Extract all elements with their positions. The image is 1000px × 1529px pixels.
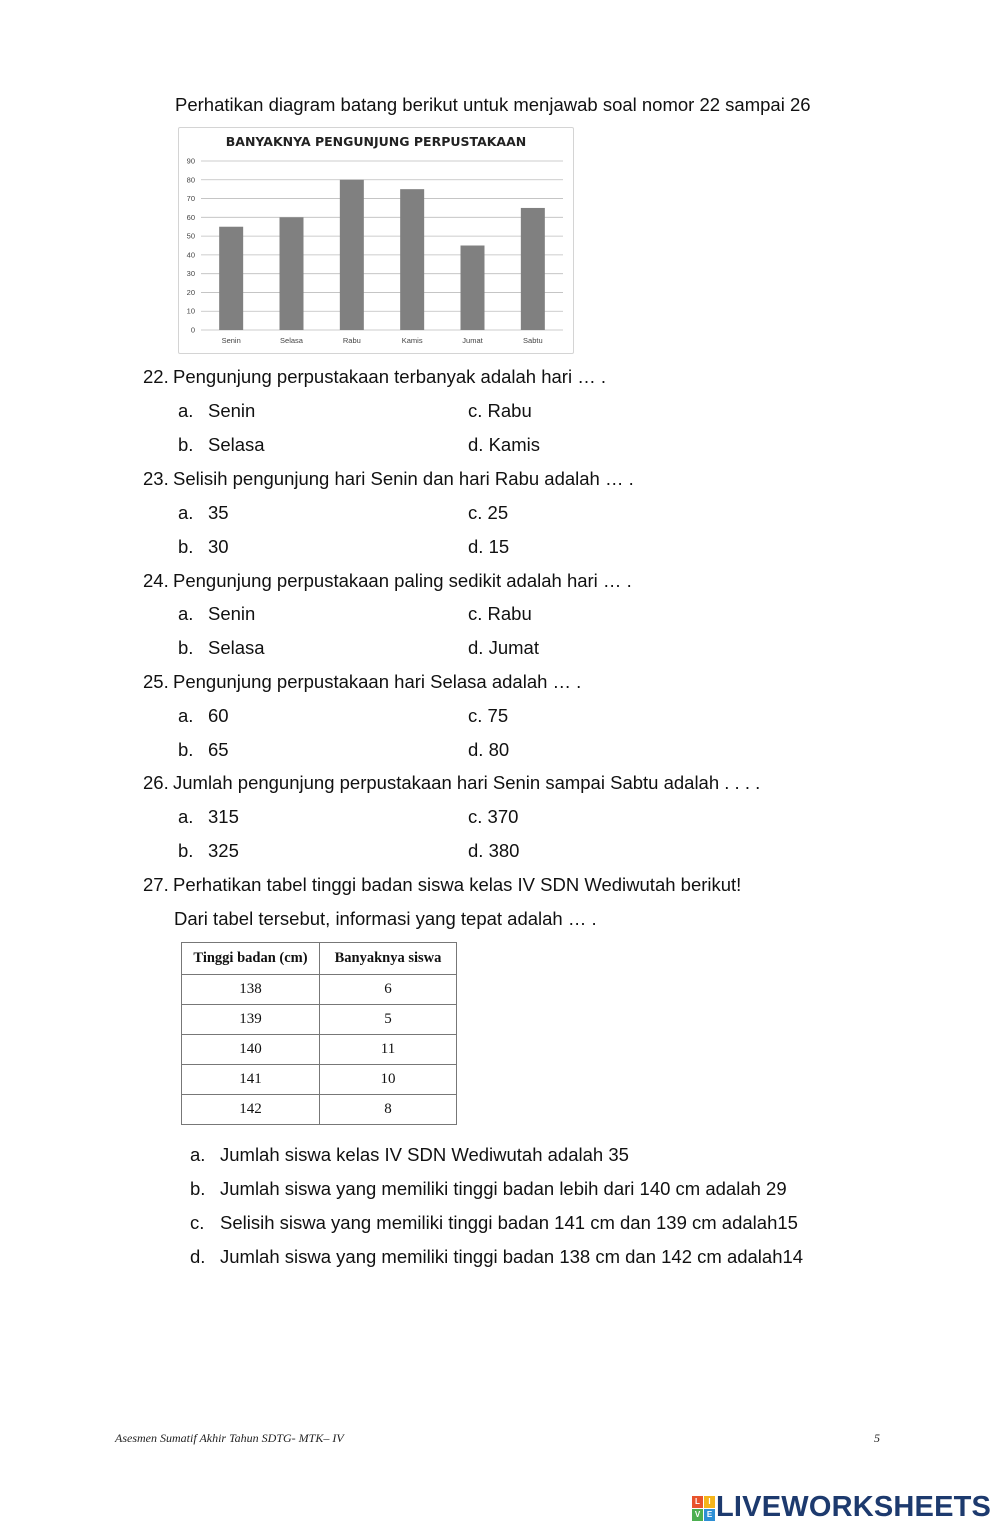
table-row	[182, 1005, 457, 1035]
option-text: 370	[487, 806, 519, 827]
option-26-d[interactable]	[468, 840, 519, 862]
table-row	[182, 1095, 457, 1125]
option-text: Jumlah siswa yang memiliki tinggi badan lebih dari 140 cm adalah 29	[220, 1178, 787, 1199]
option-letter: a.	[178, 502, 194, 523]
bar-kamis	[400, 189, 424, 330]
question-27-subtext: Dari tabel tersebut, informasi yang tepat adalah … .	[174, 908, 597, 929]
y-tick-label: 20	[186, 287, 195, 297]
liveworksheets-icon	[692, 1496, 714, 1520]
question-25	[143, 671, 581, 693]
x-tick-label: Kamis	[401, 336, 423, 345]
bar-chart-svg	[179, 128, 573, 353]
option-text: Selasa	[208, 434, 265, 455]
x-tick-label: Sabtu	[523, 336, 543, 345]
table-cell: 138	[182, 975, 320, 1005]
option-text: 65	[208, 739, 229, 760]
x-tick-label: Rabu	[342, 336, 361, 345]
option-text: Rabu	[487, 603, 532, 624]
option-letter: a.	[178, 603, 194, 624]
option-22-c[interactable]	[468, 400, 532, 422]
option-letter: d.	[468, 739, 484, 760]
y-tick-label: 30	[186, 269, 195, 279]
option-23-a[interactable]	[178, 502, 229, 524]
footer-text: Asesmen Sumatif Akhir Tahun SDTG- MTK– IV	[115, 1431, 344, 1445]
option-text: Jumlah siswa kelas IV SDN Wediwutah adalah 35	[220, 1144, 629, 1165]
question-number: 22.	[143, 366, 169, 387]
option-text: Kamis	[488, 434, 540, 455]
option-text: Jumat	[488, 637, 539, 658]
question-number: 23.	[143, 468, 169, 489]
option-letter: a.	[178, 400, 194, 421]
option-text: 325	[208, 840, 239, 861]
option-text: 30	[208, 536, 229, 557]
bar-chart	[178, 127, 574, 354]
option-letter: a.	[178, 806, 194, 827]
option-25-b[interactable]	[178, 739, 229, 761]
option-letter: c.	[468, 705, 483, 726]
option-letter: b.	[178, 840, 194, 861]
option-letter: c.	[468, 502, 483, 523]
question-text: Jumlah pengunjung perpustakaan hari Senin sampai Sabtu adalah . . . .	[173, 772, 761, 793]
option-letter: b.	[178, 739, 194, 760]
option-24-a[interactable]	[178, 603, 255, 625]
option-22-a[interactable]	[178, 400, 255, 422]
option-25-d[interactable]	[468, 739, 509, 761]
option-letter: d.	[468, 434, 484, 455]
option-26-c[interactable]	[468, 806, 518, 828]
question-number: 25.	[143, 671, 169, 692]
table-cell: 5	[320, 1005, 457, 1035]
option-27-a[interactable]	[190, 1144, 629, 1166]
chart-title: BANYAKNYA PENGUNJUNG PERPUSTAKAAN	[225, 134, 527, 149]
option-26-a[interactable]	[178, 806, 239, 828]
question-22	[143, 366, 606, 388]
question-number: 26.	[143, 772, 169, 793]
option-27-b[interactable]	[190, 1178, 787, 1200]
table-row	[182, 1035, 457, 1065]
logo-letter: V	[692, 1509, 703, 1521]
y-tick-label: 10	[186, 306, 195, 316]
y-tick-label: 50	[186, 231, 195, 241]
bar-selasa	[280, 217, 304, 330]
option-text: Selisih siswa yang memiliki tinggi badan 141 cm dan 139 cm adalah15	[220, 1212, 798, 1233]
bar-sabtu	[521, 208, 545, 330]
question-27	[143, 874, 741, 896]
option-text: 35	[208, 502, 229, 523]
question-text: Pengunjung perpustakaan paling sedikit adalah hari … .	[173, 570, 632, 591]
option-text: Senin	[208, 400, 256, 421]
option-letter: b.	[178, 637, 194, 658]
option-24-b[interactable]	[178, 637, 265, 659]
table-header-row	[182, 943, 457, 975]
option-text: 25	[487, 502, 509, 523]
option-25-a[interactable]	[178, 705, 229, 727]
y-tick-label: 60	[186, 212, 195, 222]
liveworksheets-logo[interactable]	[692, 1491, 991, 1524]
table-cell: 6	[320, 975, 457, 1005]
intro-text: Perhatikan diagram batang berikut untuk menjawab soal nomor 22 sampai 26	[175, 94, 811, 115]
bar-jumat	[461, 246, 485, 331]
question-23	[143, 468, 634, 490]
table-cell: 8	[320, 1095, 457, 1125]
option-letter: c.	[468, 400, 483, 421]
x-tick-label: Selasa	[280, 336, 303, 345]
logo-letter: E	[704, 1509, 715, 1521]
logo-letter: L	[692, 1496, 703, 1508]
option-text: 60	[208, 705, 229, 726]
option-letter: a.	[178, 705, 194, 726]
option-text: Jumlah siswa yang memiliki tinggi badan 138 cm dan 142 cm adalah14	[220, 1246, 804, 1267]
question-number: 27.	[143, 874, 169, 895]
bar-rabu	[340, 180, 364, 330]
question-text: Pengunjung perpustakaan hari Selasa adalah … .	[173, 671, 582, 692]
table-row	[182, 1065, 457, 1095]
option-text: Rabu	[487, 400, 532, 421]
x-tick-label: Jumat	[462, 336, 483, 345]
column-header: Banyaknya siswa	[320, 943, 457, 975]
column-header: Tinggi badan (cm)	[182, 943, 320, 975]
option-23-d[interactable]	[468, 536, 509, 558]
table-cell: 139	[182, 1005, 320, 1035]
table-cell: 10	[320, 1065, 457, 1095]
option-text: Senin	[208, 603, 256, 624]
y-tick-label: 40	[186, 250, 195, 260]
option-25-c[interactable]	[468, 705, 508, 727]
option-letter: b.	[178, 434, 194, 455]
option-23-b[interactable]	[178, 536, 229, 558]
y-tick-label: 0	[190, 325, 195, 335]
table-cell: 141	[182, 1065, 320, 1095]
y-tick-label: 70	[186, 194, 195, 204]
option-text: 75	[487, 705, 509, 726]
option-letter: c.	[190, 1212, 205, 1233]
option-text: 380	[488, 840, 520, 861]
x-tick-label: Senin	[221, 336, 241, 345]
option-letter: d.	[468, 536, 484, 557]
table-cell: 140	[182, 1035, 320, 1065]
option-23-c[interactable]	[468, 502, 508, 524]
question-number: 24.	[143, 570, 169, 591]
question-text: Selisih pengunjung hari Senin dan hari Rabu adalah … .	[173, 468, 634, 489]
y-tick-label: 90	[186, 156, 195, 166]
option-24-d[interactable]	[468, 637, 539, 659]
option-22-b[interactable]	[178, 434, 265, 456]
option-text: Selasa	[208, 637, 265, 658]
height-table	[181, 942, 457, 1125]
y-tick-label: 80	[186, 175, 195, 185]
option-27-c[interactable]	[190, 1212, 798, 1234]
option-letter: a.	[190, 1144, 206, 1165]
option-letter: d.	[468, 840, 484, 861]
option-letter: c.	[468, 806, 483, 827]
question-text: Pengunjung perpustakaan terbanyak adalah hari … .	[173, 366, 606, 387]
page-number: 5	[874, 1431, 880, 1445]
option-26-b[interactable]	[178, 840, 239, 862]
option-24-c[interactable]	[468, 603, 532, 625]
logo-letter: I	[704, 1496, 715, 1508]
option-text: 15	[488, 536, 510, 557]
option-text: 315	[208, 806, 239, 827]
option-letter: d.	[190, 1246, 206, 1267]
option-27-d[interactable]	[190, 1246, 803, 1268]
option-letter: b.	[178, 536, 194, 557]
table-cell: 11	[320, 1035, 457, 1065]
question-26	[143, 772, 760, 794]
table-cell: 142	[182, 1095, 320, 1125]
option-letter: d.	[468, 637, 484, 658]
question-text: Perhatikan tabel tinggi badan siswa kelas IV SDN Wediwutah berikut!	[173, 874, 742, 895]
option-letter: b.	[190, 1178, 206, 1199]
bar-senin	[219, 227, 243, 330]
option-22-d[interactable]	[468, 434, 540, 456]
option-letter: c.	[468, 603, 483, 624]
brand-name: LIVEWORKSHEETS	[716, 1491, 992, 1523]
question-24	[143, 570, 632, 592]
option-text: 80	[488, 739, 510, 760]
table-row	[182, 975, 457, 1005]
